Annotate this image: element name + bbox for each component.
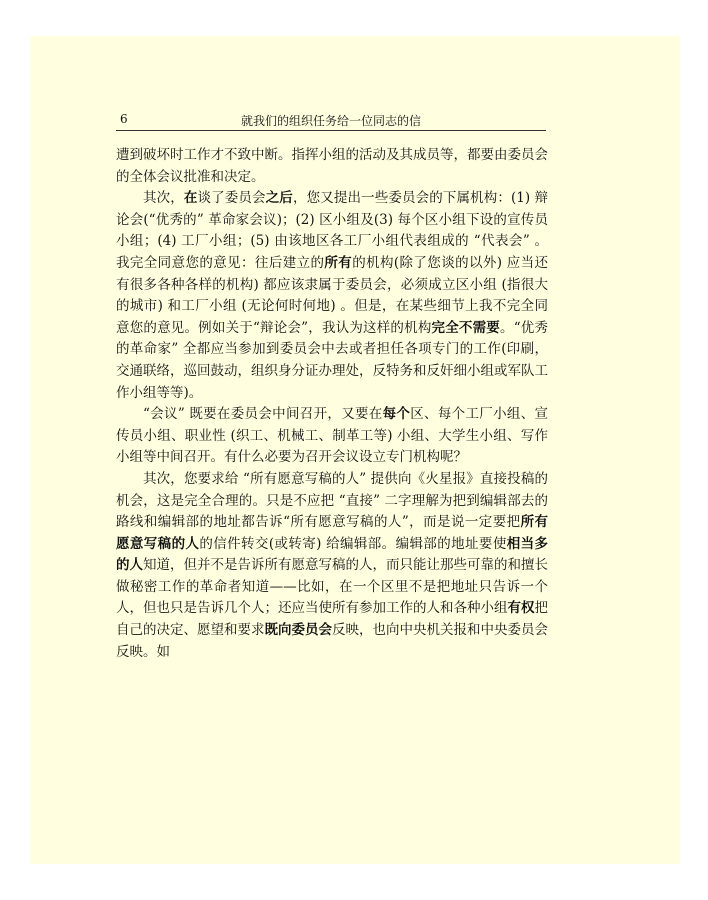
text-segment: 把自己的决定、愿望和要求 [116,600,548,639]
emphasized-text: 既向委员会 [264,622,332,639]
text-segment: 其次， [143,190,184,207]
body-text [116,145,548,663]
emphasized-text: 有权 [507,600,535,617]
text-segment: 区、每个工厂小组、宣传员小组、职业性 (织工、机械工、制革工等) 小组、大学生小组、写作小组等中间召开。有什么必要为召开会议设立专门机构呢？ [116,406,549,466]
paragraph [116,469,548,663]
text-segment: 反映，也向中央机关报和中央委员会反映。如 [116,622,548,660]
text-segment: 其次，您要求给 “所有愿意写稿的人” 提供向《火星报》直接投稿的机会，这是完全合理的。只是不应把 “直接” 二字理解为把到编辑部去的路线和编辑部的地址都告诉“所有愿意写稿的人”，而是说一定要把 [116,470,548,531]
text-segment: 遭到破坏时工作才不致中断。指挥小组的活动及其成员等，都要由委员会的全体会议批准和决定。 [116,147,548,185]
emphasized-text: 完全不需要 [431,319,500,336]
paragraph [116,188,548,404]
emphasized-text: 所有愿意写稿的人 [116,514,549,552]
emphasized-text: 之后 [265,190,293,207]
emphasized-text: 所有 [324,254,353,271]
text-segment: 谈了委员会 [197,190,266,207]
paragraph [116,404,548,469]
page-number: 6 [120,112,128,126]
text-segment: 。“优秀的革命家” 全都应当参加到委员会中去或者担任各项专门的工作(印刷，交通联络，巡回鼓动，组织身分证办理处，反特务和反奸细小组或军队工作小组等等)。 [116,319,548,401]
paragraph [116,145,548,188]
emphasized-text: 在 [183,190,198,207]
text-segment: 的信件转交(或转寄) 给编辑部。编辑部的地址要使 [199,535,507,552]
text-segment: ，您又提出一些委员会的下属机构：(1) 辩论会(“优秀的” 革命家会议)；(2) 区小组及(3) 每个区小组下设的宣传员小组；(4) 工厂小组；(5) 由该地区各工厂小组代表组成的 “代表会” 。我完全同意您的意见：往后建立的 [116,190,549,271]
running-title: 就我们的组织任务给一位同志的信 [240,114,421,128]
page-header [116,108,546,131]
text-segment: 的机构(除了您谈的以外) 应当还有很多各种各样的机构) 都应该隶属于委员会，必须成立区小组 (指很大的城市) 和工厂小组 (无论何时何地) 。但是，在某些细节上我不完全同意您的意见。例如关于“辩论会”，我认为这样的机构 [116,254,549,336]
emphasized-text: 相当多的人 [116,535,549,574]
text-segment: “会议” 既要在委员会中间召开，又要在 [143,406,383,423]
emphasized-text: 每个 [382,406,411,423]
text-segment: 知道，但并不是告诉所有愿意写稿的人，而只能让那些可靠的和擅长做秘密工作的革命者知道——比如，在一个区里不是把地址只告诉一个人，但也只是告诉几个人；还应当使所有参加工作的人和各种小组 [116,557,548,617]
